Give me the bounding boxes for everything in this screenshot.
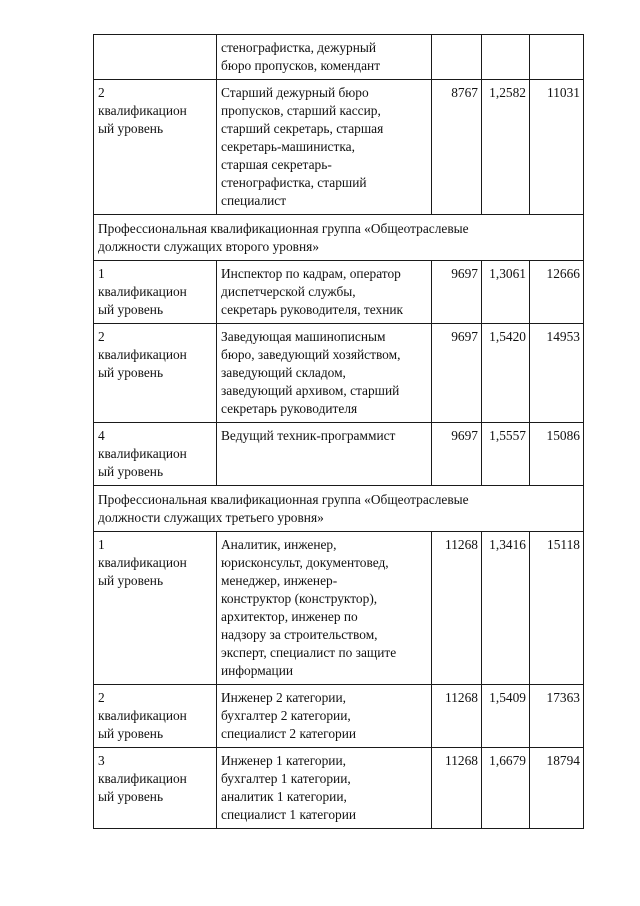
salary-cell: 17363	[530, 685, 584, 748]
salary-cell: 14953	[530, 324, 584, 423]
base-salary-cell	[432, 35, 482, 80]
coefficient-cell: 1,5557	[482, 423, 530, 486]
positions-cell: Инспектор по кадрам, оператор диспетчерской службы, секретарь руководителя, техник	[217, 261, 432, 324]
positions-cell: Старший дежурный бюро пропусков, старший кассир, старший секретарь, старшая секретарь-машинистка, старшая секретарь- стенографистка, старший специалист	[217, 80, 432, 215]
qualification-level-cell: 1 квалификацион ый уровень	[94, 261, 217, 324]
group-title: Профессиональная квалификационная группа «Общеотраслевые должности служащих второго уровня»	[94, 215, 584, 261]
coefficient-cell: 1,5420	[482, 324, 530, 423]
base-salary-cell: 11268	[432, 532, 482, 685]
table-row	[94, 423, 584, 486]
qualification-level-cell: 2 квалификацион ый уровень	[94, 324, 217, 423]
qualification-level-cell: 4 квалификацион ый уровень	[94, 423, 217, 486]
salary-table-body	[94, 35, 584, 829]
qualification-level-cell: 3 квалификацион ый уровень	[94, 748, 217, 829]
positions-cell: стенографистка, дежурный бюро пропусков, комендант	[217, 35, 432, 80]
base-salary-cell: 11268	[432, 685, 482, 748]
qualification-level-cell: 2 квалификацион ый уровень	[94, 80, 217, 215]
table-row	[94, 748, 584, 829]
positions-cell: Инженер 2 категории, бухгалтер 2 категории, специалист 2 категории	[217, 685, 432, 748]
positions-cell: Аналитик, инженер, юрисконсульт, документовед, менеджер, инженер- конструктор (конструктор), архитектор, инженер по надзору за строительством, эксперт, специалист по защите информации	[217, 532, 432, 685]
group-header-row	[94, 486, 584, 532]
qualification-level-cell	[94, 35, 217, 80]
qualification-level-cell: 1 квалификацион ый уровень	[94, 532, 217, 685]
coefficient-cell: 1,3416	[482, 532, 530, 685]
base-salary-cell: 11268	[432, 748, 482, 829]
base-salary-cell: 9697	[432, 423, 482, 486]
coefficient-cell: 1,5409	[482, 685, 530, 748]
salary-cell: 11031	[530, 80, 584, 215]
table-row	[94, 685, 584, 748]
salary-table	[93, 34, 584, 829]
qualification-level-cell: 2 квалификацион ый уровень	[94, 685, 217, 748]
salary-cell: 15086	[530, 423, 584, 486]
positions-cell: Инженер 1 категории, бухгалтер 1 категории, аналитик 1 категории, специалист 1 категории	[217, 748, 432, 829]
group-header-row	[94, 215, 584, 261]
table-row	[94, 80, 584, 215]
coefficient-cell: 1,2582	[482, 80, 530, 215]
coefficient-cell: 1,3061	[482, 261, 530, 324]
salary-cell	[530, 35, 584, 80]
base-salary-cell: 9697	[432, 261, 482, 324]
coefficient-cell	[482, 35, 530, 80]
table-row	[94, 532, 584, 685]
salary-cell: 18794	[530, 748, 584, 829]
table-row	[94, 35, 584, 80]
positions-cell: Заведующая машинописным бюро, заведующий хозяйством, заведующий складом, заведующий архивом, старший секретарь руководителя	[217, 324, 432, 423]
salary-cell: 12666	[530, 261, 584, 324]
table-row	[94, 324, 584, 423]
group-title: Профессиональная квалификационная группа «Общеотраслевые должности служащих третьего уровня»	[94, 486, 584, 532]
positions-cell: Ведущий техник-программист	[217, 423, 432, 486]
base-salary-cell: 9697	[432, 324, 482, 423]
salary-table-container	[93, 34, 583, 829]
coefficient-cell: 1,6679	[482, 748, 530, 829]
salary-cell: 15118	[530, 532, 584, 685]
table-row	[94, 261, 584, 324]
base-salary-cell: 8767	[432, 80, 482, 215]
